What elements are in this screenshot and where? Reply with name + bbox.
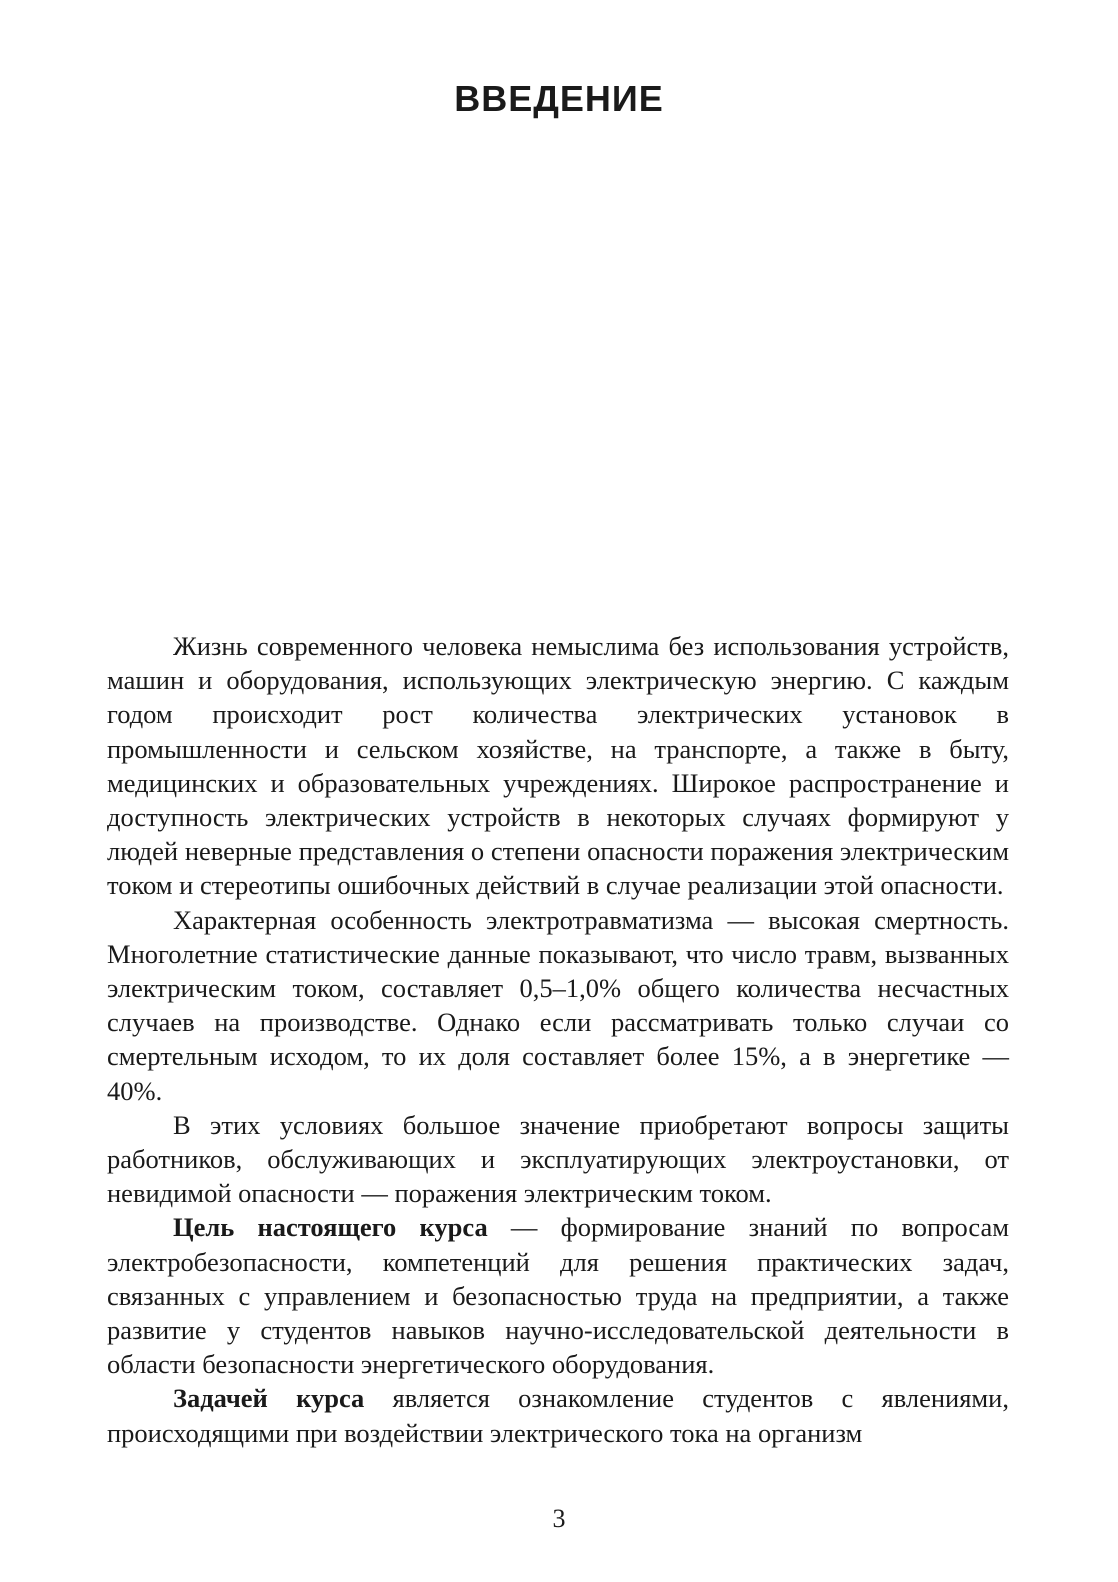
paragraph-mortality (107, 903, 1009, 1108)
paragraph-course-goal (107, 1210, 1009, 1381)
paragraph-text: — формирование знаний по вопросам электробезопасности, компетенций для решения практических задач, связанных с управлением и безопасностью труда на предприятии, а также развитие у студентов навыков научно-исследовательской деятельности в области безопасности энергетического оборудования. (107, 1212, 1009, 1380)
paragraph-text: В этих условиях большое значение приобретают вопросы защиты работников, обслуживающих и эксплуатирующих электроустановки, от невидимой опасности — поражения электрическим током. (107, 1109, 1009, 1209)
paragraph-text: Характерная особенность электротравматизма — высокая смертность. Многолетние статистические данные показывают, что число травм, вызванных электрическим током, составляет 0,5–1,0% общего количества несчастных случаев на производстве. Однако если рассматривать только случаи со смертельным исходом, то их доля составляет более 15%, а в энергетике — 40%. (107, 904, 1009, 1106)
paragraph-text: Жизнь современного человека немыслима без использования устройств, машин и оборудования, использующих электрическую энергию. С каждым годом происходит рост количества электрических установок в промышленности и сельском хозяйстве, на транспорте, а также в быту, медицинских и образовательных учреждениях. Широкое распространение и доступность электрических устройств в некоторых случаях формируют у людей неверные представления о степени опасности поражения электрическим током и стереотипы ошибочных действий в случае реализации этой опасности. (107, 631, 1009, 901)
body-text (107, 629, 1009, 1450)
paragraph-course-task (107, 1381, 1009, 1449)
page-title: ВВЕДЕНИЕ (454, 78, 664, 119)
paragraph-lead-bold: Цель настоящего курса (173, 1212, 488, 1243)
paragraph-intro (107, 629, 1009, 903)
page-number: 3 (552, 1504, 566, 1533)
paragraph-lead-bold: Задачей курса (173, 1383, 365, 1414)
paragraph-text: является ознакомление студентов с явлениями, происходящими при воздействии электрического тока на организм (107, 1383, 1009, 1448)
paragraph-protection (107, 1108, 1009, 1211)
